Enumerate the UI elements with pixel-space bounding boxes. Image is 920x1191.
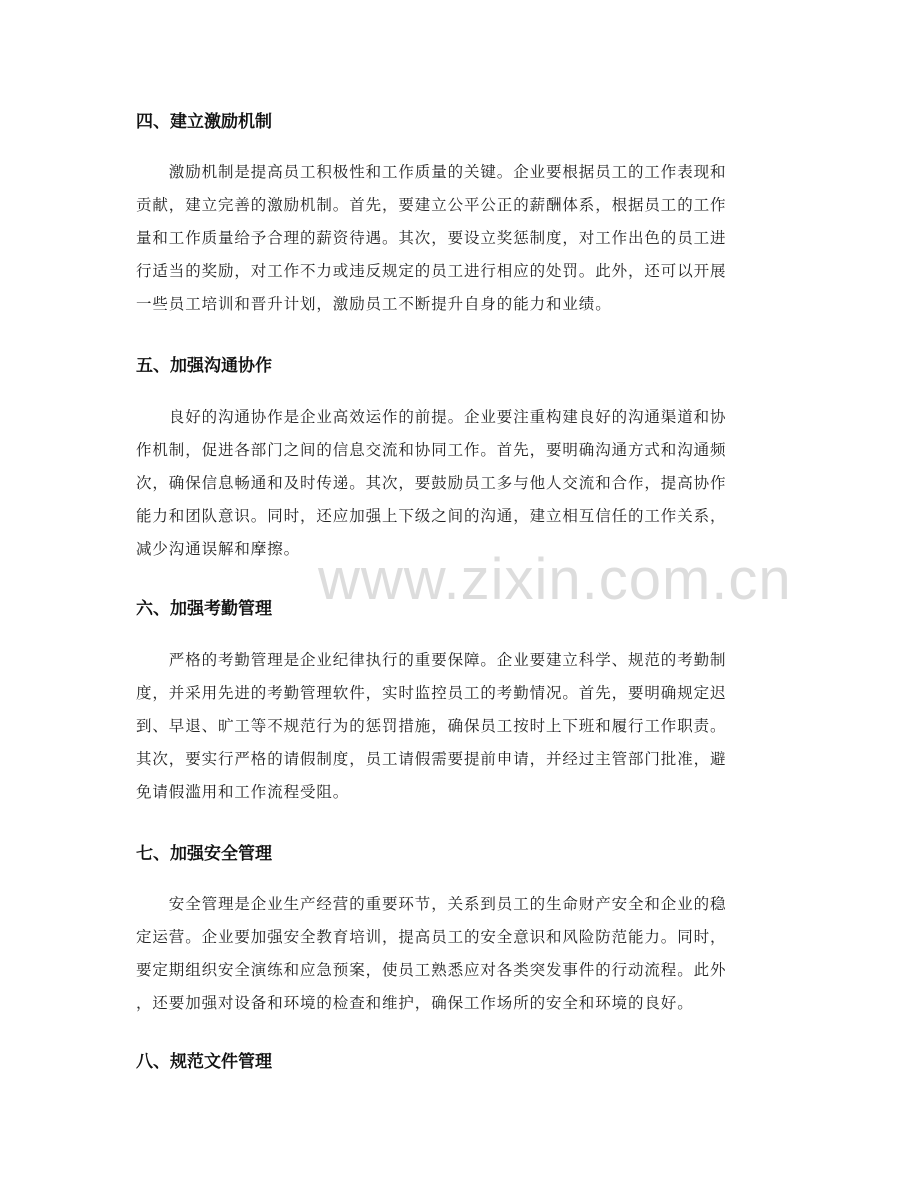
paragraph-line: 行适当的奖励，对工作不力或违反规定的员工进行相应的处罚。此外，还可以开展 [136,262,727,280]
paragraph-line: 定运营。企业要加强安全教育培训，提高员工的安全意识和风险防范能力。同时， [136,928,727,946]
section-paragraph-4 [136,156,792,321]
section-heading-7: 七、加强安全管理 [136,844,272,864]
paragraph-line: 度，并采用先进的考勤管理软件，实时监控员工的考勤情况。首先，要明确规定迟 [136,684,727,702]
section-paragraph-5 [136,401,792,566]
paragraph-line: 贡献，建立完善的激励机制。首先，要建立公平公正的薪酬体系，根据员工的工作 [136,196,727,214]
paragraph-line: 次，确保信息畅通和及时传递。其次，要鼓励员工多与他人交流和合作，提高协作 [136,474,727,492]
section-paragraph-6 [136,644,792,809]
paragraph-line: 作机制，促进各部门之间的信息交流和协同工作。首先，要明确沟通方式和沟通频 [136,441,727,459]
watermark: www.zixin.com.cn [318,547,792,612]
paragraph-line: 量和工作质量给予合理的薪资待遇。其次，要设立奖惩制度，对工作出色的员工进 [136,229,727,247]
paragraph-line: 减少沟通误解和摩擦。 [136,540,301,558]
paragraph-line: 激励机制是提高员工积极性和工作质量的关键。企业要根据员工的工作表现和 [136,163,727,181]
section-heading-8: 八、规范文件管理 [136,1052,272,1072]
paragraph-line: ，还要加强对设备和环境的检查和维护，确保工作场所的安全和环境的良好。 [136,994,694,1012]
paragraph-line: 安全管理是企业生产经营的重要环节，关系到员工的生命财产安全和企业的稳 [136,895,727,913]
section-heading-5: 五、加强沟通协作 [136,356,272,376]
section-heading-6: 六、加强考勤管理 [136,599,272,619]
section-heading-4: 四、建立激励机制 [136,112,272,132]
paragraph-line: 一些员工培训和晋升计划，激励员工不断提升自身的能力和业绩。 [136,295,612,313]
paragraph-line: 要定期组织安全演练和应急预案，使员工熟悉应对各类突发事件的行动流程。此外 [136,961,727,979]
paragraph-line: 到、早退、旷工等不规范行为的惩罚措施，确保员工按时上下班和履行工作职责。 [136,717,727,735]
section-paragraph-7 [136,888,792,1020]
paragraph-line: 严格的考勤管理是企业纪律执行的重要保障。企业要建立科学、规范的考勤制 [136,651,727,669]
paragraph-line: 良好的沟通协作是企业高效运作的前提。企业要注重构建良好的沟通渠道和协 [136,408,727,426]
paragraph-line: 免请假滥用和工作流程受阻。 [136,783,350,801]
paragraph-line: 其次，要实行严格的请假制度，员工请假需要提前申请，并经过主管部门批准，避 [136,750,727,768]
paragraph-line: 能力和团队意识。同时，还应加强上下级之间的沟通，建立相互信任的工作关系， [136,507,727,525]
